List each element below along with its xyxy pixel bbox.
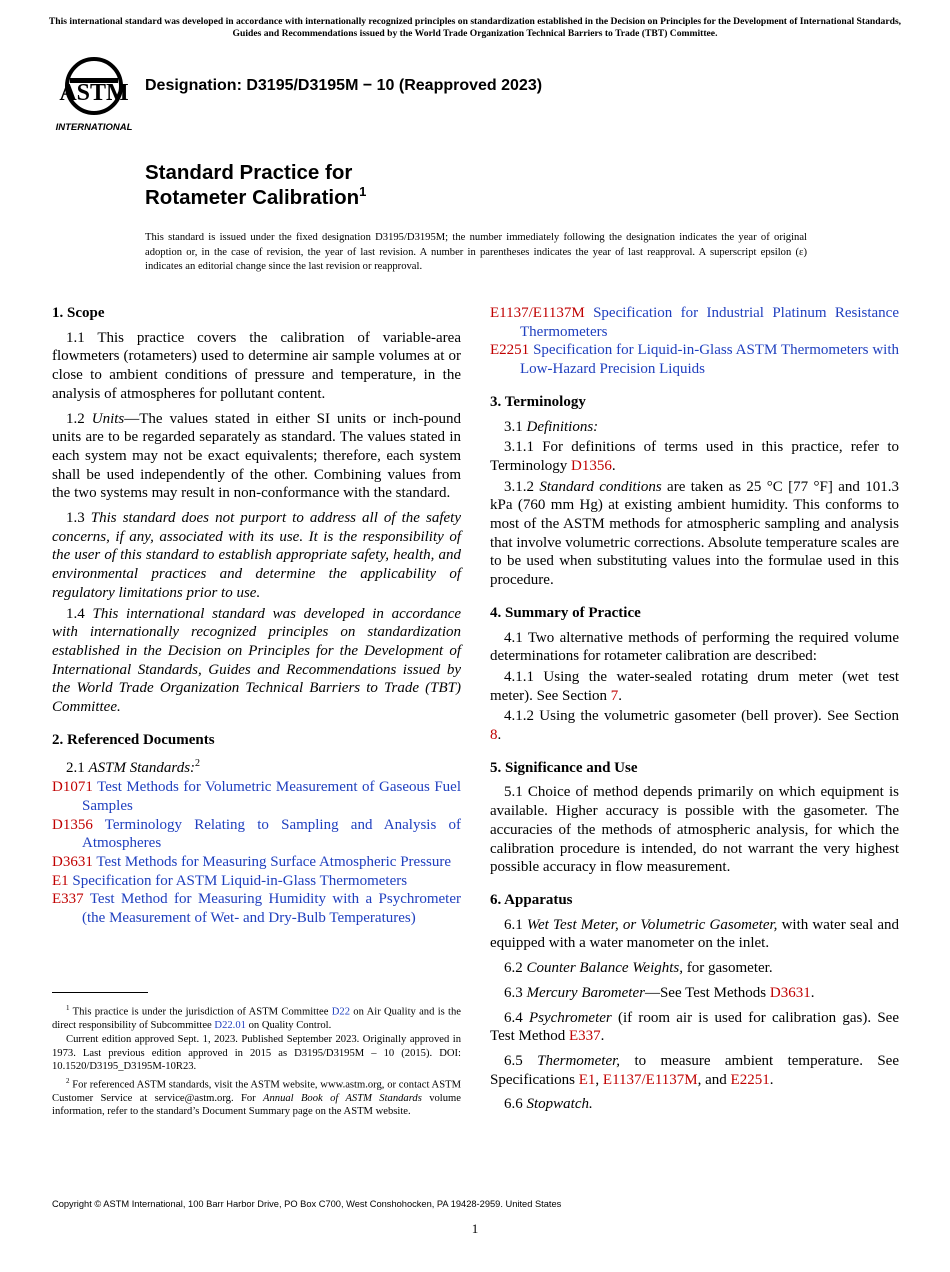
ref-item[interactable]: [52, 853, 461, 872]
para-em: This international standard was developed in accordance with internationally recognized principles on standardization established in the Decision on Principles for the Development of International Standards, Guides and Recommendations issued by the World Trade Organization Technical Barriers to Trade (TBT) Committee.: [52, 605, 462, 716]
left-column: [52, 304, 461, 928]
section-heading-scope: 1. Scope: [52, 305, 105, 321]
footnote-text: on Air Quality and is the direct responsibility of Subcommittee: [52, 1006, 462, 1031]
para-text: 3.1.1 For definitions of terms used in this practice, refer to Terminology: [490, 439, 899, 474]
issuance-note: This standard is issued under the fixed designation D3195/D3195M; the number immediately following the designation indicates the year of original adoption or, in the case of revision, the year of last revision. A number in parentheses indicates the year of last reapproval. A superscript epsilon (ε) indicates an editorial change since the last revision or reapproval.: [145, 232, 807, 273]
para-text: , and: [697, 1071, 731, 1088]
document-title: [145, 160, 366, 210]
para-text: —See Test Methods: [644, 984, 770, 1001]
d1356-link[interactable]: D1356: [571, 457, 612, 474]
para-3-1-2: [490, 478, 899, 590]
footnote-em: Annual Book of ASTM Standards: [263, 1092, 422, 1104]
section-heading-terminology: 3. Terminology: [490, 393, 586, 410]
ref-code-link[interactable]: E337: [52, 891, 84, 908]
para-num: 3.1.2: [504, 478, 540, 495]
para-em: ASTM Standards:: [88, 760, 196, 777]
footnote-text: on Quality Control.: [245, 1019, 332, 1031]
page-number: 1: [471, 1221, 479, 1236]
e1137-link[interactable]: E1137/E1137M: [602, 1071, 698, 1088]
para-text: (if room air is used for calibration gas). See Test Method: [490, 1009, 899, 1045]
designation: Designation: D3195/D3195M − 10 (Reapproved 2023): [145, 77, 543, 94]
ref-item[interactable]: [52, 890, 461, 927]
para-em: Psychrometer: [528, 1009, 612, 1026]
title-footnote-ref: 1: [359, 184, 367, 200]
footnote-ref: 2: [195, 758, 201, 770]
para-em: Counter Balance Weights,: [526, 960, 684, 977]
footnote-divider: [52, 992, 148, 993]
para-em: Stopwatch.: [526, 1096, 593, 1113]
ref-code-link[interactable]: D1356: [52, 816, 93, 833]
footnote-text: volume information, refer to the standard’s Document Summary page on the ASTM website.: [52, 1092, 461, 1117]
para-em: This standard does not purport to address all of the safety concerns, if any, associated with its use. It is the responsibility of the user of this standard to establish appropriate safety, health, and environmental practices and determine the applicability of regulatory limitations prior to use.: [52, 510, 461, 601]
para-em: Definitions:: [526, 418, 599, 435]
title-line-1: Standard Practice for: [145, 161, 353, 184]
ref-title-link[interactable]: Test Methods for Volumetric Measurement of Gaseous Fuel Samples: [82, 779, 462, 814]
ref-item[interactable]: [490, 304, 899, 341]
para-text: are taken as 25 °C [77 °F] and 101.3 kPa (760 mm Hg) at existing ambient humidity. This conforms to most of the ASTM methods for atmospheric sampling and analysis that involve volumetric corrections. Absolute temperature scales are to be used when substituting values into the formulae used in this procedure.: [490, 478, 900, 589]
para-em: Wet Test Meter, or Volumetric Gasometer,: [526, 916, 778, 933]
para-num: 6.6: [504, 1096, 527, 1113]
para-text: .: [611, 457, 616, 474]
para-text: .: [618, 687, 623, 704]
para-em: Mercury Barometer: [526, 984, 645, 1001]
ref-item[interactable]: [490, 341, 899, 378]
para-1-1: 1.1 This practice covers the calibration of variable-area flowmeters (rotameters) used to determine air sample volumes at or close to ambient conditions of pressure and temperature, in the analysis of atmospheres for pollutant content.: [52, 329, 461, 402]
section-heading-significance: 5. Significance and Use: [490, 759, 638, 776]
para-6-6: [490, 1095, 899, 1114]
para-text: .: [810, 984, 815, 1001]
ref-code-link[interactable]: D1071: [52, 779, 93, 796]
para-num: 6.3: [504, 984, 527, 1001]
ref-item[interactable]: [52, 816, 461, 853]
para-text: —The values stated in either SI units or inch-pound units are to be regarded separately as standard. The values stated in each system may not be exact equivalents; therefore, each system shall be used independently of the other. Combining values from the two systems may result in non-conformance with the standard.: [52, 410, 461, 502]
para-1-3: [52, 509, 461, 603]
para-6-5: [490, 1052, 899, 1089]
logo-caption: INTERNATIONAL: [55, 122, 133, 133]
para-text: for gasometer.: [683, 960, 773, 977]
para-text: .: [497, 727, 502, 744]
footnote-1-edition: Current edition approved Sept. 1, 2023. Published September 2023. Originally approved in 1973. Last previous edition approved in 2015 as D3195/D3195M – 10 (2015). DOI: 10.1520/D3195_D3195M-10R23.: [52, 1034, 461, 1073]
ref-item[interactable]: [52, 872, 461, 891]
footnote-number: 1: [66, 1004, 70, 1012]
e1-link[interactable]: E1: [578, 1071, 596, 1088]
tbt-notice: This international standard was developed in accordance with internationally recognized principles on standardization established in the Decision on Principles for the Development of International Standards, Guides and Recommendations issued by the World Trade Organization Technical Barriers to Trade (TBT) Committee.: [48, 16, 902, 39]
para-text: 4.1.1 Using the water-sealed rotating drum meter (wet test meter). See Section: [490, 668, 899, 704]
para-6-1: [490, 916, 899, 953]
para-6-2: [490, 959, 899, 978]
para-text: .: [769, 1071, 774, 1088]
ref-title-link[interactable]: Specification for Industrial Platinum Resistance Thermometers: [520, 305, 900, 340]
d3631-link[interactable]: D3631: [769, 984, 811, 1001]
para-num: 3.1: [504, 418, 527, 435]
para-num: 6.5: [504, 1052, 538, 1069]
footnote-text: For referenced ASTM standards, visit the ASTM website, www.astm.org, or contact ASTM Customer Service at service@astm.org. For: [52, 1079, 461, 1104]
para-num: 2.1: [66, 760, 89, 777]
para-num: 1.2: [66, 410, 92, 427]
para-4-1-1: [490, 668, 899, 705]
e337-link[interactable]: E337: [568, 1028, 601, 1045]
para-3-1-1: [490, 438, 899, 475]
para-5-1: 5.1 Choice of method depends primarily on which equipment is available. Higher accuracy is possible with the gasometer. The accuracies of the methods of atmospheric analysis, for which the calibration procedure is intended, do not warrant the very highest possible accuracy in flow measurement.: [490, 784, 899, 876]
copyright-line: Copyright © ASTM International, 100 Barr Harbor Drive, PO Box C700, West Conshohocken, PA 19428-2959. United States: [52, 1199, 562, 1209]
para-em: Thermometer,: [537, 1052, 621, 1069]
right-column: [490, 304, 899, 1116]
ref-title-link[interactable]: Specification for Liquid-in-Glass ASTM Thermometers with Low-Hazard Precision Liquids: [520, 342, 900, 378]
para-text: with water seal and equipped with a water manometer on the inlet.: [490, 916, 899, 952]
logo-letters: ASTM: [59, 80, 129, 106]
para-text: 4.1.2 Using the volumetric gasometer (bell prover). See Section: [504, 708, 899, 725]
astm-logo: [52, 56, 136, 134]
para-num: 6.2: [504, 960, 527, 977]
footnote-1: [52, 1002, 461, 1032]
ref-code-link[interactable]: E2251: [490, 342, 530, 359]
para-1-2: [52, 410, 461, 504]
ref-title-link[interactable]: Test Methods for Measuring Surface Atmospheric Pressure: [96, 853, 452, 870]
para-em: Units: [91, 410, 125, 427]
para-4-1: 4.1 Two alternative methods of performing the required volume determinations for rotameter calibration are described:: [490, 629, 899, 665]
section-heading-referenced-documents: 2. Referenced Documents: [52, 731, 215, 748]
title-line-2: [145, 185, 366, 210]
para-num: 1.3: [66, 510, 91, 527]
para-3-1: [490, 418, 899, 437]
section-7-link[interactable]: 7: [610, 687, 619, 704]
subcommittee-link[interactable]: D22.01: [214, 1019, 246, 1031]
ref-title-link[interactable]: Terminology Relating to Sampling and Analysis of Atmospheres: [82, 816, 461, 852]
footnote-number: 2: [66, 1076, 70, 1085]
footnote-2: [52, 1075, 461, 1119]
section-heading-summary: 4. Summary of Practice: [490, 604, 641, 621]
para-text: to measure ambient temperature. See Specifications: [490, 1052, 899, 1088]
para-4-1-2: [490, 707, 899, 744]
ref-title-link[interactable]: Test Method for Measuring Humidity with a Psychrometer (the Measurement of Wet- and Dry-Bulb Temperatures): [82, 891, 462, 927]
section-heading-apparatus: 6. Apparatus: [490, 891, 573, 908]
para-6-3: [490, 984, 899, 1003]
para-em: Standard conditions: [539, 478, 662, 495]
section-8-link[interactable]: 8: [490, 727, 498, 744]
para-6-4: [490, 1009, 899, 1046]
footnotes: [52, 1002, 461, 1119]
ref-title-link[interactable]: Specification for ASTM Liquid-in-Glass Thermometers: [72, 872, 408, 889]
e2251-link[interactable]: E2251: [730, 1071, 770, 1088]
ref-item[interactable]: [52, 778, 461, 815]
para-text: ,: [595, 1071, 603, 1088]
title-main: Rotameter Calibration: [145, 186, 360, 209]
para-2-1: [52, 755, 461, 778]
footnote-text: This practice is under the jurisdiction of ASTM Committee: [69, 1006, 332, 1018]
para-num: 1.4: [66, 605, 93, 622]
para-num: 6.1: [504, 916, 527, 933]
ref-code-link[interactable]: D3631: [52, 853, 93, 870]
ref-code-link[interactable]: E1: [52, 872, 69, 889]
para-num: 6.4: [504, 1009, 529, 1026]
ref-code-link[interactable]: E1137/E1137M: [490, 305, 585, 321]
committee-link[interactable]: D22: [331, 1006, 351, 1018]
para-1-4: [52, 605, 461, 717]
para-text: .: [600, 1028, 605, 1045]
